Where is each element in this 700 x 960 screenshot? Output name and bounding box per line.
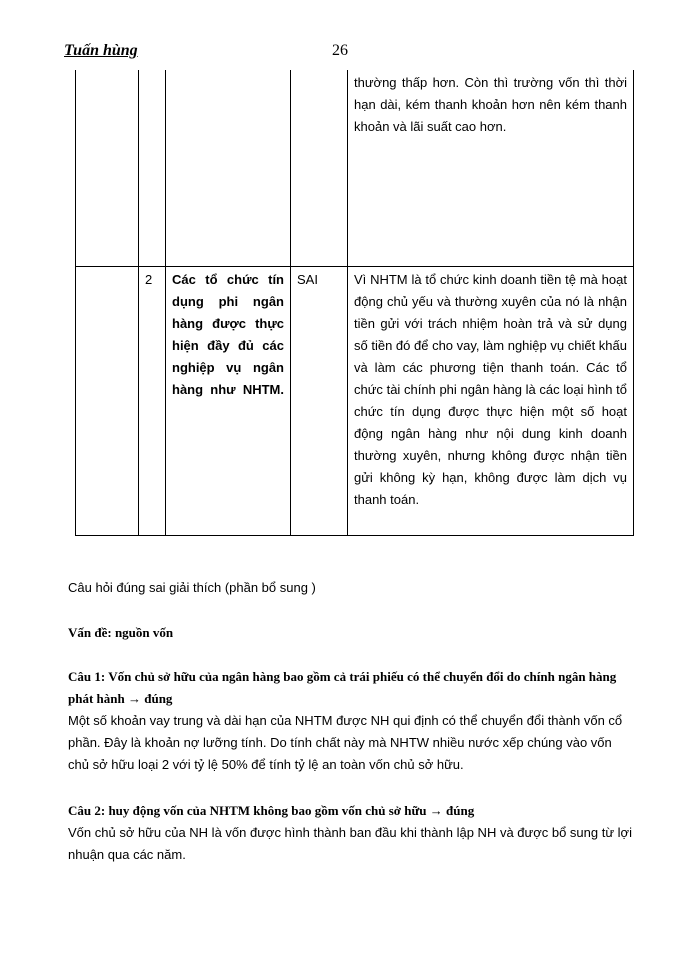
statement-cell — [166, 70, 291, 267]
question-2-title: Câu 2: huy động vốn của NHTM không bao gồm vốn chủ sở hữu → đúng — [68, 803, 475, 818]
blank-cell — [76, 70, 139, 267]
question-1-title: Câu 1: Vốn chủ sở hữu của ngân hàng bao gồm cả trái phiếu có thể chuyển đổi do chính ngân hàng phát hành → đúng — [68, 669, 617, 706]
header-author: Tuấn hùng — [64, 42, 138, 59]
explanation-cell: Vì NHTM là tổ chức kinh doanh tiền tệ mà hoạt động chủ yếu và thường xuyên của nó là nhận tiền gửi với trách nhiệm hoàn trả và sử dụng số tiền đó để cho vay, làm nghiệp vụ chiết khấu và làm các phương tiện thanh toán. Các tổ chức tài chính phi ngân hàng là các loại hình tổ chức tín dụng được thực hiện một số hoạt động ngân hàng như nội dung kinh doanh thường xuyên, nhưng không được nhận tiền gửi không kỳ hạn, không được làm dịch vụ thanh toán. — [348, 267, 634, 536]
table-row — [76, 267, 634, 536]
row-number — [139, 70, 166, 267]
section-topic: Vấn đề: nguồn vốn — [68, 625, 174, 640]
question-1-answer: Một số khoản vay trung và dài hạn của NHTM được NH qui định có thể chuyển đổi thành vốn cổ phần. Đây là khoản nợ lưỡng tính. Do tính chất này mà NHTW nhiều nước xếp chúng vào vốn chủ sở hữu loại 2 với tỷ lệ 50% để tính tỷ lệ an toàn vốn chủ sở hữu. — [68, 713, 623, 772]
row-number: 2 — [139, 267, 166, 536]
true-false-table — [75, 70, 634, 536]
page-number: 26 — [332, 42, 348, 59]
answer-cell — [291, 70, 348, 267]
answer-cell: SAI — [291, 267, 348, 536]
section-intro: Câu hỏi đúng sai giải thích (phần bổ sung ) — [68, 580, 316, 595]
blank-cell — [76, 267, 139, 536]
table-row — [76, 70, 634, 267]
question-2-answer: Vốn chủ sở hữu của NH là vốn được hình thành ban đầu khi thành lập NH và được bổ sung từ lợi nhuận qua các năm. — [68, 825, 632, 862]
statement-cell: Các tổ chức tín dụng phi ngân hàng được thực hiện đầy đủ các nghiệp vụ ngân hàng như NHTM. — [166, 267, 291, 536]
explanation-cell: thường thấp hơn. Còn thì trường vốn thì thời hạn dài, kém thanh khoản hơn nên kém thanh khoản và lãi suất cao hơn. — [348, 70, 634, 267]
